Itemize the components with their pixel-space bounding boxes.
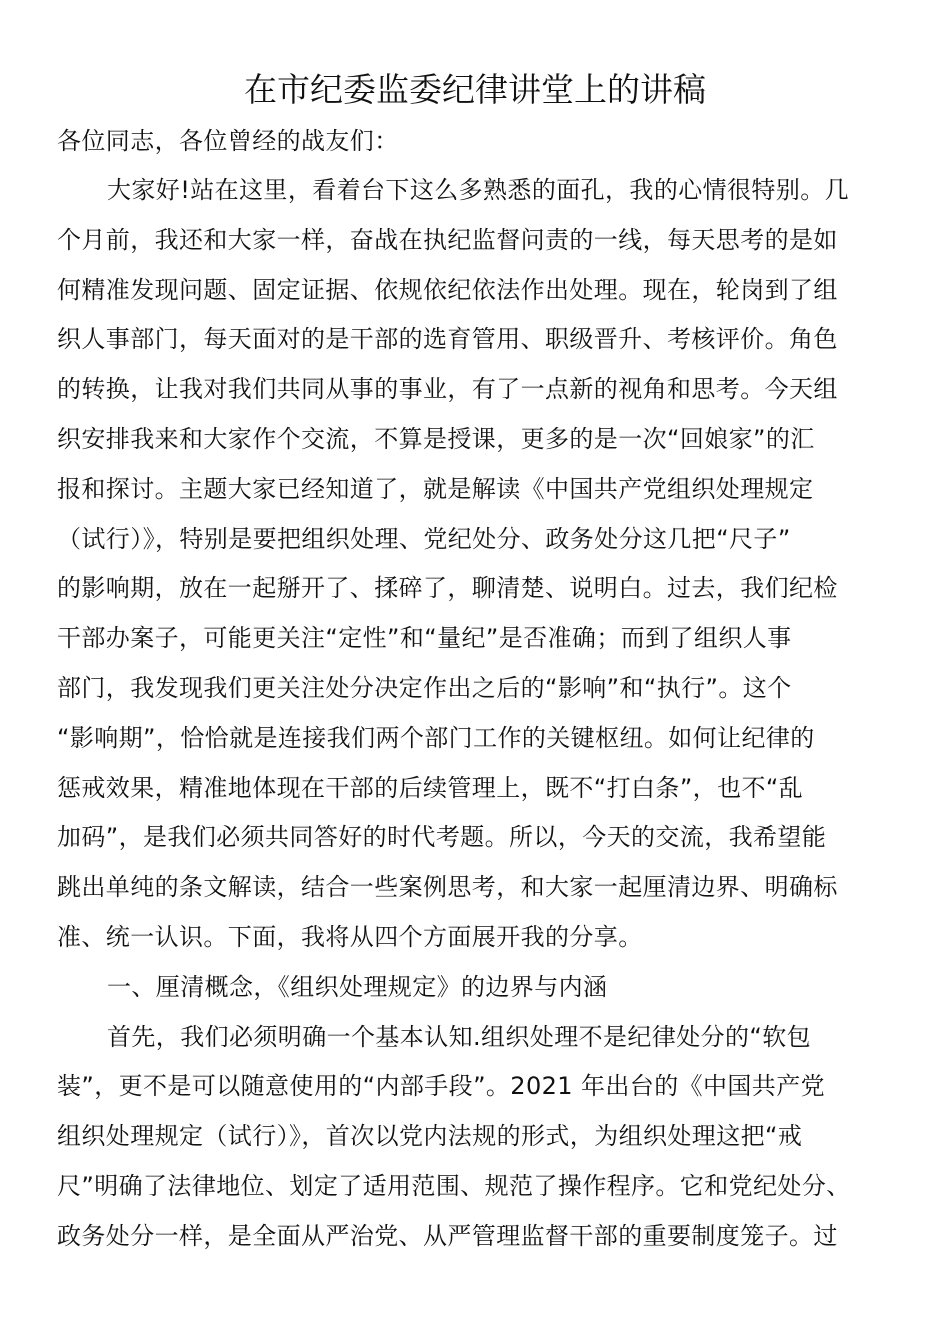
- paragraph-line: 加码”，是我们必须共同答好的时代考题。所以，今天的交流，我希望能: [57, 823, 827, 852]
- salutation: 各位同志，各位曾经的战友们：: [57, 127, 399, 155]
- document-title: 在市纪委监委纪律讲堂上的讲稿: [244, 70, 706, 109]
- paragraph-line: 报和探讨。主题大家已经知道了，就是解读《中国共产党组织处理规定: [57, 474, 814, 503]
- paragraph-line: 政务处分一样，是全面从严治党、从严管理监督干部的重要制度笼子。过: [57, 1221, 838, 1250]
- paragraph-line: 惩戒效果，精准地体现在干部的后续管理上，既不“打白条”，也不“乱: [57, 773, 804, 802]
- paragraph-line: 跳出单纯的条文解读，结合一些案例思考，和大家一起厘清边界、明确标: [57, 873, 838, 902]
- paragraph-line: 何精准发现问题、固定证据、依规依纪依法作出处理。现在，轮岗到了组: [57, 275, 838, 304]
- paragraph-line: 一、厘清概念，《组织处理规定》的边界与内涵: [107, 972, 608, 1001]
- paragraph-line: （试行）》，特别是要把组织处理、党纪处分、政务处分这几把“尺子”: [57, 524, 791, 553]
- paragraph-line: 织安排我来和大家作个交流，不算是授课，更多的是一次“回娘家”的汇: [57, 425, 815, 453]
- paragraph-line: 织人事部门，每天面对的是干部的选育管用、职级晋升、考核评价。角色: [57, 325, 838, 354]
- paragraph-line: 组织处理规定（试行）》，首次以党内法规的形式，为组织处理这把“戒: [57, 1122, 803, 1151]
- paragraph-line: 的影响期，放在一起掰开了、揉碎了，聊清楚、说明白。过去，我们纪检: [57, 574, 838, 603]
- paragraph-line: 大家好!站在这里，看着台下这么多熟悉的面孔，我的心情很特别。几: [107, 176, 850, 204]
- paragraph-line: “影响期”，恰恰就是连接我们两个部门工作的关键枢纽。如何让纪律的: [57, 723, 815, 752]
- paragraph-line: 首先，我们必须明确一个基本认知.组织处理不是纪律处分的“软包: [107, 1022, 812, 1051]
- paragraph-line: 干部办案子，可能更关注“定性”和“量纪”是否准确；而到了组织人事: [57, 624, 792, 653]
- paragraph-line: 尺”明确了法律地位、划定了适用范围、规范了操作程序。它和党纪处分、: [57, 1172, 851, 1200]
- paragraph-line: 准、统一认识。下面，我将从四个方面展开我的分享。: [57, 923, 643, 951]
- paragraph-line: 个月前，我还和大家一样，奋战在执纪监督问责的一线，每天思考的是如: [57, 225, 838, 254]
- paragraph-line: 的转换，让我对我们共同从事的事业，有了一点新的视角和思考。今天组: [57, 375, 838, 404]
- paragraph-line: 部门，我发现我们更关注处分决定作出之后的“影响”和“执行”。这个: [57, 674, 792, 702]
- paragraph-line: 装”，更不是可以随意使用的“内部手段”。2021 年出台的《中国共产党: [57, 1072, 826, 1101]
